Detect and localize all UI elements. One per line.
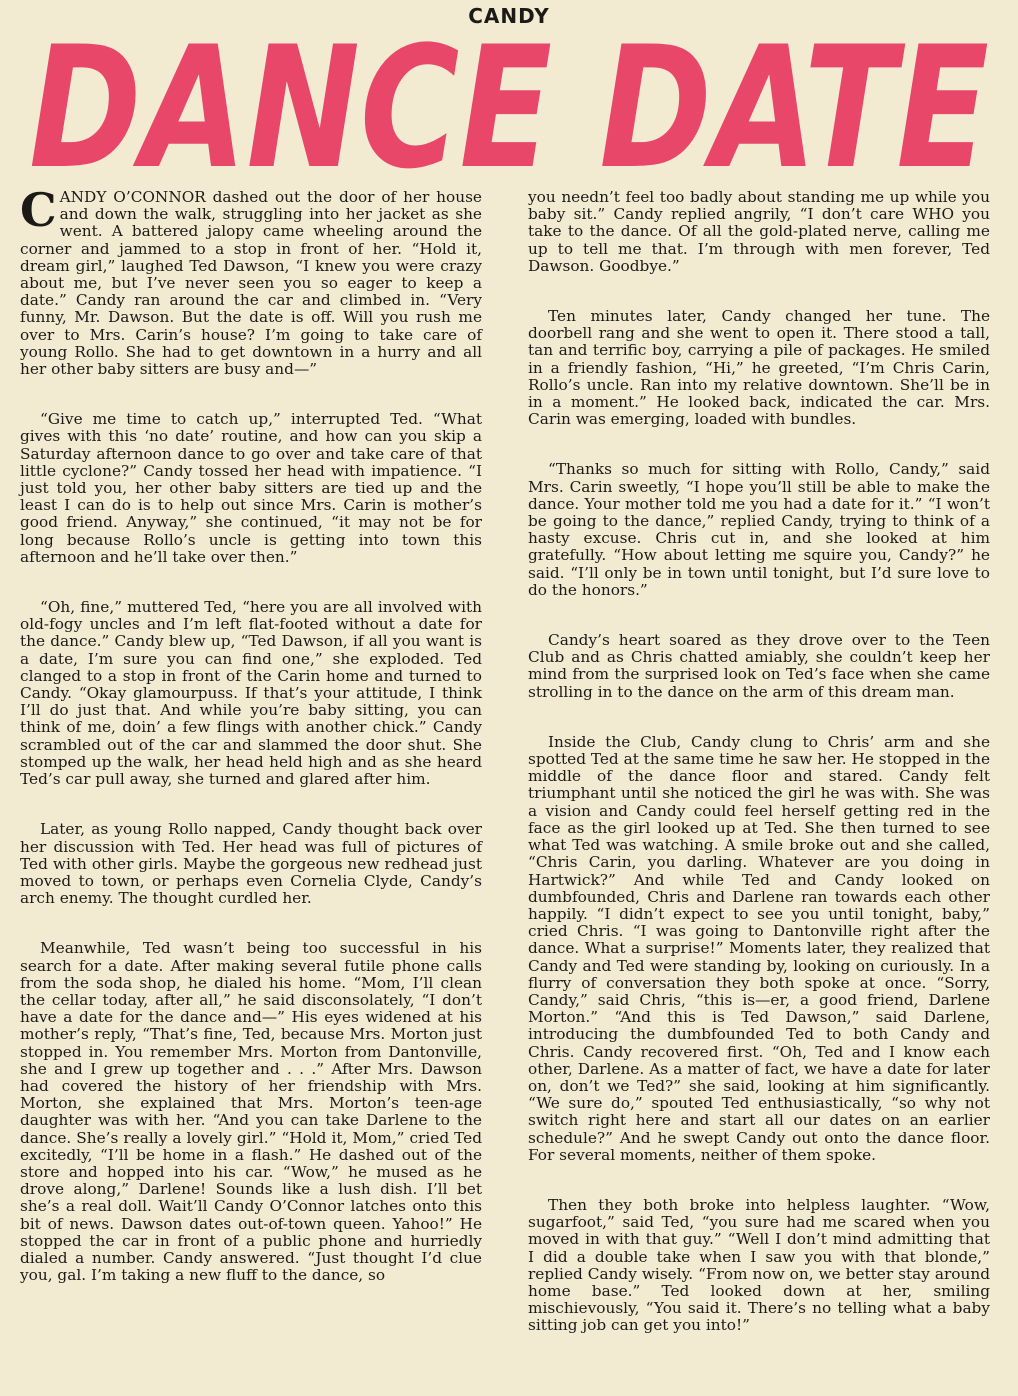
paragraph-text: ANDY O’CONNOR dashed out the door of her house and down the walk, struggling into her jacket as she went. A battered jalopy came wheeling around the corner and jammed to a stop in front of her. “Hold it, dream girl,” laughed Ted Dawson, “I knew you were crazy about me, but I’ve never seen you so eager to keep a date.” Candy ran around the car and climbed in. “Very funny, Mr. Dawson. But the date is off. Will you rush me over to Mrs. Carin’s house? I’m going to take care of young Rollo. She had to get downtown in a hurry and all her other baby sitters are busy and—”: [20, 188, 482, 379]
paragraph: Ten minutes later, Candy changed her tune. The doorbell rang and she went to open it. There stood a tall, tan and terrific boy, carrying a pile of packages. He smiled in a friendly fashion, “Hi,” he greeted, “I’m Chris Carin, Rollo’s uncle. Ran into my relative downtown. She’ll be in in a moment.” He looked back, indicated the car. Mrs. Carin was emerging, loaded with bundles.: [528, 307, 990, 429]
series-label: CANDY: [468, 4, 550, 28]
story-title-text: DANCE DATE: [29, 18, 989, 178]
paragraph: Then they both broke into helpless laughter. “Wow, sugarfoot,” said Ted, “you sure had me scared when you moved in with that guy.” “Well I don’t mind admitting that I did a double take when I saw you with that blonde,” replied Candy wisely. “From now on, we better stay around home base.” Ted looked down at her, smiling mischievously, “You said it. There’s no telling what a baby sitting job can get you into!”: [528, 1195, 990, 1335]
paragraph: Candy’s heart soared as they drove over to the Teen Club and as Chris chatted amiably, she couldn’t keep her mind from the surprised look on Ted’s face when she came strolling in to the dance on the arm of this dream man.: [528, 631, 990, 701]
paragraph: “Give me time to catch up,” interrupted Ted. “What gives with this ‘no date’ routine, and how can you skip a Saturday afternoon dance to go over and take care of that little cyclone?” Candy tossed her head with impatience. “I just told you, her other baby sitters are tied up and the least I can do is to help out since Mrs. Carin is mother’s good friend. Anyway,” she continued, “it may not be for long because Rollo’s uncle is getting into town this afternoon and he’ll take over then.”: [20, 410, 482, 566]
left-column: [20, 183, 482, 1317]
paragraph: “Oh, fine,” muttered Ted, “here you are all involved with old-fogy uncles and I’m left flat-footed without a date for the dance.” Candy blew up, “Ted Dawson, if all you want is a date, I’m sure you can find one,” she exploded. Ted clanged to a stop in front of the Carin home and turned to Candy. “Okay glamourpuss. If that’s your attitude, I think I’ll do just that. And while you’re baby sitting, you can think of me, doin’ a few flings with another chick.” Candy scrambled out of the car and slammed the door shut. She stomped up the walk, her head held high and as she heard Ted’s car pull away, she turned and glared after him.: [20, 598, 482, 789]
drop-cap: C: [20, 183, 57, 237]
paragraph: [20, 183, 482, 379]
paragraph: Meanwhile, Ted wasn’t being too successful in his search for a date. After making several futile phone calls from the soda shop, he dialed his home. “Mom, I’ll clean the cellar today, after all,” he said disconsolately, “I don’t have a date for the dance and—” His eyes widened at his mother’s reply, “That’s fine, Ted, because Mrs. Morton just stopped in. You remember Mrs. Morton from Dantonville, she and I grew up together and . . .” After Mrs. Dawson had covered the history of her friendship with Mrs. Morton, she explained that Mrs. Morton’s teen-age daughter was with her. “And you can take Darlene to the dance. She’s really a lovely girl.” “Hold it, Mom,” cried Ted excitedly, “I’ll be home in a flash.” He dashed out of the store and hopped into his car. “Wow,” he mused as he drove along,” Darlene! Sounds like a lush dish. I’ll bet she’s a real doll. Wait’ll Candy O’Connor latches onto this bit of news. Dawson dates out-of-town queen. Yahoo!” He stopped the car in front of a public phone and hurriedly dialed a number. Candy answered. “Just thought I’d clue you, gal. I’m taking a new fluff to the dance, so: [20, 939, 482, 1285]
story-title: [10, 18, 1008, 178]
paragraph: Later, as young Rollo napped, Candy thought back over her discussion with Ted. Her head was full of pictures of Ted with other girls. Maybe the gorgeous new redhead just moved to town, or perhaps even Cornelia Clyde, Candy’s arch enemy. The thought curdled her.: [20, 820, 482, 908]
paragraph: you needn’t feel too badly about standing me up while you baby sit.” Candy replied angrily, “I don’t care WHO you take to the dance. Of all the gold-plated nerve, calling me up to tell me that. I’m through with men forever, Ted Dawson. Goodbye.”: [528, 188, 990, 275]
paragraph: “Thanks so much for sitting with Rollo, Candy,” said Mrs. Carin sweetly, “I hope you’ll still be able to make the dance. Your mother told me you had a date for it.” “I won’t be going to the dance,” replied Candy, trying to think of a hasty excuse. Chris cut in, and she looked at him gratefully. “How about letting me squire you, Candy?” he said. “I’ll only be in town until tonight, but I’d sure love to do the honors.”: [528, 460, 990, 599]
paragraph: Inside the Club, Candy clung to Chris’ arm and she spotted Ted at the same time he saw her. He stopped in the middle of the dance floor and stared. Candy felt triumphant until she noticed the girl he was with. She was a vision and Candy could feel herself getting red in the face as the girl looked up at Ted. She then turned to see what Ted was watching. A smile broke out and she called, “Chris Carin, you darling. Whatever are you doing in Hartwick?” And while Ted and Candy looked on dumbfounded, Chris and Darlene ran towards each other happily. “I didn’t expect to see you until tonight, baby,” cried Chris. “I was going to Dantonville right after the dance. What a surprise!” Moments later, they realized that Candy and Ted were standing by, looking on curiously. In a flurry of conversation they both spoke at once. “Sorry, Candy,” said Chris, “this is—er, a good friend, Darlene Morton.” “And this is Ted Dawson,” said Darlene, introducing the dumbfounded Ted to both Candy and Chris. Candy recovered first. “Oh, Ted and I know each other, Darlene. As a matter of fact, we have a date for later on, don’t we Ted?” she said, looking at him significantly. “We sure do,” spouted Ted enthusiastically, “so why not switch right here and start all our dates on an earlier schedule?” And he swept Candy out onto the dance floor. For several moments, neither of them spoke.: [528, 732, 990, 1164]
right-column: [528, 189, 990, 1368]
story-title-art: [10, 18, 1008, 178]
